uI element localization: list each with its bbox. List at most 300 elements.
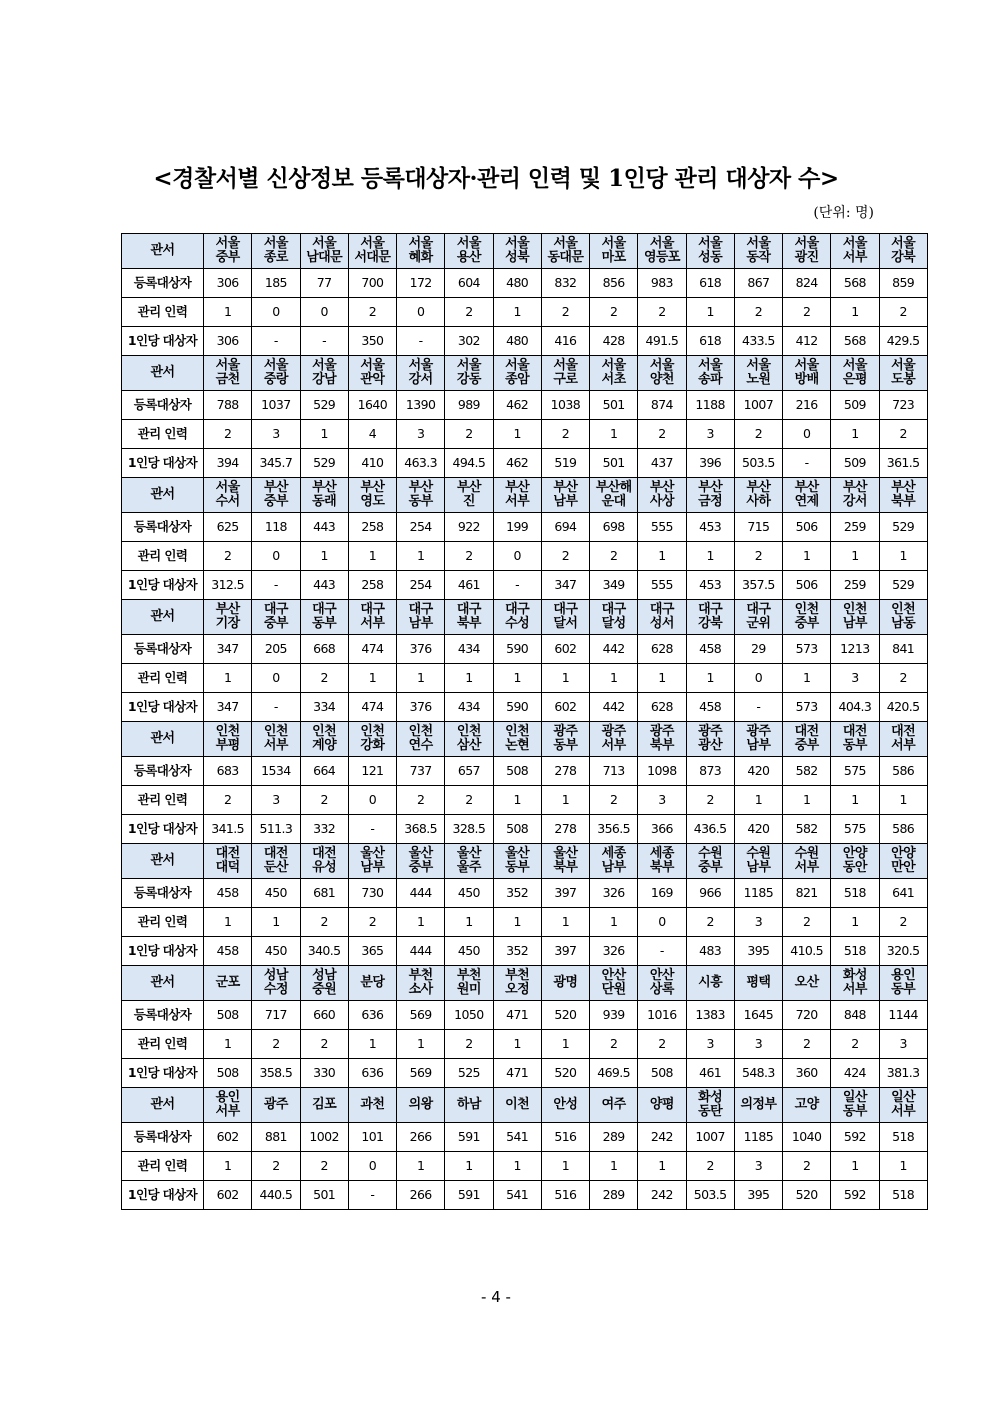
- station-name-cell: 대구 달성: [590, 600, 638, 635]
- row-label-cell: 1인당 대상자: [122, 327, 204, 356]
- value-cell: 494.5: [445, 449, 493, 478]
- station-name-cell: 울산 동부: [493, 844, 541, 879]
- value-cell: 592: [831, 1123, 879, 1152]
- data-row: [122, 908, 928, 937]
- value-cell: 462: [493, 449, 541, 478]
- value-cell: 306: [204, 327, 252, 356]
- value-cell: 856: [590, 269, 638, 298]
- value-cell: 1: [204, 908, 252, 937]
- value-cell: 586: [879, 815, 927, 844]
- value-cell: 1390: [397, 391, 445, 420]
- row-label-cell: 관리 인력: [122, 420, 204, 449]
- station-header-row: [122, 356, 928, 391]
- value-cell: 420: [734, 757, 782, 786]
- value-cell: 1037: [252, 391, 300, 420]
- value-cell: 508: [204, 1059, 252, 1088]
- value-cell: 450: [445, 937, 493, 966]
- station-name-cell: 안산 단원: [590, 966, 638, 1001]
- value-cell: 420: [734, 815, 782, 844]
- value-cell: 469.5: [590, 1059, 638, 1088]
- value-cell: 1: [397, 664, 445, 693]
- value-cell: 529: [300, 391, 348, 420]
- row-label-cell: 관리 인력: [122, 1030, 204, 1059]
- value-cell: 2: [204, 786, 252, 815]
- value-cell: 1: [397, 908, 445, 937]
- value-cell: 471: [493, 1001, 541, 1030]
- value-cell: 453: [686, 513, 734, 542]
- value-cell: 266: [397, 1123, 445, 1152]
- station-name-cell: 서울 서부: [831, 234, 879, 269]
- value-cell: -: [638, 937, 686, 966]
- value-cell: 518: [879, 1123, 927, 1152]
- value-cell: 258: [348, 513, 396, 542]
- value-cell: 2: [300, 1152, 348, 1181]
- value-cell: 77: [300, 269, 348, 298]
- station-name-cell: 인천 부평: [204, 722, 252, 757]
- station-name-cell: 서울 금천: [204, 356, 252, 391]
- value-cell: 444: [397, 937, 445, 966]
- document-title: <경찰서별 신상정보 등록대상자·관리 인력 및 1인당 관리 대상자 수>: [153, 165, 839, 192]
- station-name-cell: 울산 남부: [348, 844, 396, 879]
- value-cell: 520: [541, 1001, 589, 1030]
- station-header-row: [122, 600, 928, 635]
- value-cell: 437: [638, 449, 686, 478]
- station-name-cell: 인천 연수: [397, 722, 445, 757]
- value-cell: 1: [348, 542, 396, 571]
- station-name-cell: 울산 북부: [541, 844, 589, 879]
- data-row: [122, 786, 928, 815]
- value-cell: 0: [348, 1152, 396, 1181]
- value-cell: 404.3: [831, 693, 879, 722]
- value-cell: 1: [783, 542, 831, 571]
- value-cell: 2: [638, 298, 686, 327]
- value-cell: 1: [638, 1152, 686, 1181]
- data-row: [122, 1030, 928, 1059]
- value-cell: 664: [300, 757, 348, 786]
- data-row: [122, 1152, 928, 1181]
- value-cell: 730: [348, 879, 396, 908]
- value-cell: 242: [638, 1123, 686, 1152]
- value-cell: 1: [300, 542, 348, 571]
- station-name-cell: 서울 수서: [204, 478, 252, 513]
- value-cell: 2: [300, 786, 348, 815]
- station-name-cell: 서울 종암: [493, 356, 541, 391]
- value-cell: 101: [348, 1123, 396, 1152]
- row-label-cell: 1인당 대상자: [122, 449, 204, 478]
- value-cell: 289: [590, 1123, 638, 1152]
- station-name-cell: 대전 유성: [300, 844, 348, 879]
- value-cell: 1: [783, 664, 831, 693]
- station-name-cell: 부산 동래: [300, 478, 348, 513]
- value-cell: 2: [445, 786, 493, 815]
- value-cell: 618: [686, 269, 734, 298]
- value-cell: 2: [348, 908, 396, 937]
- value-cell: 1: [686, 664, 734, 693]
- data-row: [122, 542, 928, 571]
- value-cell: 508: [493, 757, 541, 786]
- value-cell: 347: [204, 635, 252, 664]
- value-cell: 989: [445, 391, 493, 420]
- value-cell: 618: [686, 327, 734, 356]
- value-cell: 1: [300, 420, 348, 449]
- value-cell: 3: [252, 786, 300, 815]
- station-name-cell: 김포: [300, 1088, 348, 1123]
- station-name-cell: 서울 강북: [879, 234, 927, 269]
- station-name-cell: 광주 북부: [638, 722, 686, 757]
- value-cell: 1098: [638, 757, 686, 786]
- value-cell: 1040: [783, 1123, 831, 1152]
- value-cell: 2: [686, 908, 734, 937]
- station-name-cell: 서울 강서: [397, 356, 445, 391]
- value-cell: 832: [541, 269, 589, 298]
- value-cell: 480: [493, 327, 541, 356]
- value-cell: 683: [204, 757, 252, 786]
- value-cell: 434: [445, 693, 493, 722]
- value-cell: 3: [734, 908, 782, 937]
- station-name-cell: 분당: [348, 966, 396, 1001]
- value-cell: -: [348, 815, 396, 844]
- value-cell: 416: [541, 327, 589, 356]
- value-cell: 458: [686, 693, 734, 722]
- value-cell: 518: [879, 1181, 927, 1210]
- value-cell: 412: [783, 327, 831, 356]
- row-label-cell: 등록대상자: [122, 879, 204, 908]
- station-name-cell: 수원 남부: [734, 844, 782, 879]
- value-cell: 258: [348, 571, 396, 600]
- station-name-cell: 울산 중부: [397, 844, 445, 879]
- value-cell: 636: [348, 1059, 396, 1088]
- station-name-cell: 부산해 운대: [590, 478, 638, 513]
- station-name-cell: 서울 성동: [686, 234, 734, 269]
- value-cell: 1185: [734, 879, 782, 908]
- value-cell: 185: [252, 269, 300, 298]
- data-row: [122, 757, 928, 786]
- station-name-cell: 안산 상록: [638, 966, 686, 1001]
- value-cell: 1: [831, 542, 879, 571]
- value-cell: 0: [493, 542, 541, 571]
- value-cell: 1: [831, 908, 879, 937]
- station-name-cell: 서울 영등포: [638, 234, 686, 269]
- station-name-cell: 광주 광산: [686, 722, 734, 757]
- value-cell: 508: [638, 1059, 686, 1088]
- value-cell: 1: [493, 420, 541, 449]
- value-cell: 841: [879, 635, 927, 664]
- value-cell: 501: [590, 449, 638, 478]
- statistics-table: [121, 233, 928, 1210]
- value-cell: 356.5: [590, 815, 638, 844]
- value-cell: 1188: [686, 391, 734, 420]
- value-cell: 508: [204, 1001, 252, 1030]
- value-cell: 1: [879, 542, 927, 571]
- station-name-cell: 일산 서부: [879, 1088, 927, 1123]
- value-cell: -: [493, 571, 541, 600]
- station-name-cell: 대구 군위: [734, 600, 782, 635]
- data-row: [122, 1001, 928, 1030]
- value-cell: 509: [831, 391, 879, 420]
- value-cell: 660: [300, 1001, 348, 1030]
- value-cell: 199: [493, 513, 541, 542]
- station-name-cell: 용인 동부: [879, 966, 927, 1001]
- value-cell: 737: [397, 757, 445, 786]
- value-cell: 365: [348, 937, 396, 966]
- value-cell: 2: [879, 908, 927, 937]
- value-cell: 458: [204, 937, 252, 966]
- value-cell: 2: [879, 298, 927, 327]
- station-name-cell: 부산 진: [445, 478, 493, 513]
- value-cell: 352: [493, 937, 541, 966]
- value-cell: -: [348, 1181, 396, 1210]
- value-cell: 788: [204, 391, 252, 420]
- station-name-cell: 안양 만안: [879, 844, 927, 879]
- value-cell: 2: [445, 1030, 493, 1059]
- value-cell: 330: [300, 1059, 348, 1088]
- value-cell: 518: [831, 937, 879, 966]
- value-cell: 3: [831, 664, 879, 693]
- value-cell: 0: [783, 420, 831, 449]
- station-name-cell: 부산 영도: [348, 478, 396, 513]
- value-cell: 474: [348, 635, 396, 664]
- value-cell: 1: [541, 1030, 589, 1059]
- station-header-row: [122, 844, 928, 879]
- station-name-cell: 시흥: [686, 966, 734, 1001]
- value-cell: 2: [783, 1152, 831, 1181]
- station-name-cell: 대전 둔산: [252, 844, 300, 879]
- station-name-cell: 부산 연제: [783, 478, 831, 513]
- value-cell: 306: [204, 269, 252, 298]
- value-cell: 2: [590, 1030, 638, 1059]
- value-cell: 2: [204, 420, 252, 449]
- value-cell: 1185: [734, 1123, 782, 1152]
- value-cell: 1: [831, 298, 879, 327]
- station-name-cell: 용인 서부: [204, 1088, 252, 1123]
- value-cell: 172: [397, 269, 445, 298]
- row-label-cell: 1인당 대상자: [122, 815, 204, 844]
- station-name-cell: 화성 동탄: [686, 1088, 734, 1123]
- data-row: [122, 298, 928, 327]
- data-row: [122, 1181, 928, 1210]
- station-name-cell: 서울 성북: [493, 234, 541, 269]
- value-cell: 525: [445, 1059, 493, 1088]
- header-label-cell: 관서: [122, 722, 204, 757]
- value-cell: 519: [541, 449, 589, 478]
- station-name-cell: 부산 서부: [493, 478, 541, 513]
- value-cell: 569: [397, 1001, 445, 1030]
- station-name-cell: 일산 동부: [831, 1088, 879, 1123]
- value-cell: 1: [397, 1152, 445, 1181]
- station-name-cell: 부산 동부: [397, 478, 445, 513]
- value-cell: 2: [397, 786, 445, 815]
- row-label-cell: 관리 인력: [122, 1152, 204, 1181]
- value-cell: 1: [879, 786, 927, 815]
- value-cell: 628: [638, 635, 686, 664]
- header-label-cell: 관서: [122, 600, 204, 635]
- value-cell: 859: [879, 269, 927, 298]
- data-row: [122, 1123, 928, 1152]
- value-cell: 1: [541, 664, 589, 693]
- station-name-cell: 부산 강서: [831, 478, 879, 513]
- station-name-cell: 서울 은평: [831, 356, 879, 391]
- value-cell: 723: [879, 391, 927, 420]
- value-cell: 480: [493, 269, 541, 298]
- data-row: [122, 391, 928, 420]
- row-label-cell: 관리 인력: [122, 908, 204, 937]
- value-cell: 586: [879, 757, 927, 786]
- value-cell: 3: [638, 786, 686, 815]
- value-cell: 1: [493, 664, 541, 693]
- value-cell: 462: [493, 391, 541, 420]
- value-cell: 694: [541, 513, 589, 542]
- data-row: [122, 1059, 928, 1088]
- row-label-cell: 관리 인력: [122, 664, 204, 693]
- value-cell: 429.5: [879, 327, 927, 356]
- station-name-cell: 성남 수정: [252, 966, 300, 1001]
- value-cell: 442: [590, 693, 638, 722]
- station-header-row: [122, 722, 928, 757]
- value-cell: 602: [541, 635, 589, 664]
- value-cell: 395: [734, 1181, 782, 1210]
- value-cell: 1: [686, 542, 734, 571]
- station-name-cell: 대구 중부: [252, 600, 300, 635]
- value-cell: 1: [493, 908, 541, 937]
- station-name-cell: 대전 동부: [831, 722, 879, 757]
- value-cell: 357.5: [734, 571, 782, 600]
- value-cell: 2: [590, 786, 638, 815]
- value-cell: 463.3: [397, 449, 445, 478]
- station-name-cell: 고양: [783, 1088, 831, 1123]
- value-cell: 922: [445, 513, 493, 542]
- value-cell: 3: [686, 420, 734, 449]
- value-cell: 1002: [300, 1123, 348, 1152]
- value-cell: 657: [445, 757, 493, 786]
- value-cell: 2: [541, 542, 589, 571]
- header-label-cell: 관서: [122, 966, 204, 1001]
- value-cell: 1: [541, 786, 589, 815]
- station-name-cell: 인천 중부: [783, 600, 831, 635]
- station-name-cell: 서울 중부: [204, 234, 252, 269]
- station-name-cell: 대구 남부: [397, 600, 445, 635]
- data-row: [122, 815, 928, 844]
- value-cell: 713: [590, 757, 638, 786]
- value-cell: 2: [686, 1152, 734, 1181]
- value-cell: 289: [590, 1181, 638, 1210]
- value-cell: 453: [686, 571, 734, 600]
- value-cell: 575: [831, 815, 879, 844]
- value-cell: 1213: [831, 635, 879, 664]
- value-cell: 376: [397, 693, 445, 722]
- value-cell: 1: [638, 664, 686, 693]
- value-cell: 2: [879, 664, 927, 693]
- value-cell: 1: [252, 908, 300, 937]
- value-cell: 518: [831, 879, 879, 908]
- station-name-cell: 대구 강북: [686, 600, 734, 635]
- station-name-cell: 서울 서대문: [348, 234, 396, 269]
- value-cell: 874: [638, 391, 686, 420]
- station-name-cell: 인천 논현: [493, 722, 541, 757]
- station-name-cell: 광주 남부: [734, 722, 782, 757]
- value-cell: 509: [831, 449, 879, 478]
- station-name-cell: 군포: [204, 966, 252, 1001]
- value-cell: 590: [493, 635, 541, 664]
- value-cell: 1: [445, 908, 493, 937]
- value-cell: 628: [638, 693, 686, 722]
- station-name-cell: 서울 종로: [252, 234, 300, 269]
- value-cell: 410.5: [783, 937, 831, 966]
- value-cell: 1: [638, 542, 686, 571]
- value-cell: 1: [445, 664, 493, 693]
- station-name-cell: 하남: [445, 1088, 493, 1123]
- value-cell: 1: [493, 1152, 541, 1181]
- value-cell: 254: [397, 571, 445, 600]
- station-name-cell: 서울 강남: [300, 356, 348, 391]
- station-name-cell: 오산: [783, 966, 831, 1001]
- value-cell: 573: [783, 693, 831, 722]
- station-name-cell: 부산 사상: [638, 478, 686, 513]
- row-label-cell: 1인당 대상자: [122, 1059, 204, 1088]
- row-label-cell: 등록대상자: [122, 757, 204, 786]
- row-label-cell: 관리 인력: [122, 298, 204, 327]
- value-cell: 254: [397, 513, 445, 542]
- value-cell: 720: [783, 1001, 831, 1030]
- value-cell: 582: [783, 815, 831, 844]
- value-cell: 169: [638, 879, 686, 908]
- value-cell: 1383: [686, 1001, 734, 1030]
- value-cell: 1: [783, 786, 831, 815]
- value-cell: 259: [831, 513, 879, 542]
- value-cell: -: [252, 693, 300, 722]
- value-cell: 461: [445, 571, 493, 600]
- header-label-cell: 관서: [122, 478, 204, 513]
- value-cell: 461: [686, 1059, 734, 1088]
- station-name-cell: 대구 달서: [541, 600, 589, 635]
- row-label-cell: 1인당 대상자: [122, 693, 204, 722]
- value-cell: 433.5: [734, 327, 782, 356]
- station-name-cell: 서울 구로: [541, 356, 589, 391]
- value-cell: 1038: [541, 391, 589, 420]
- value-cell: 1: [831, 420, 879, 449]
- value-cell: 511.3: [252, 815, 300, 844]
- station-name-cell: 광주 동부: [541, 722, 589, 757]
- station-header-row: [122, 478, 928, 513]
- value-cell: 450: [445, 879, 493, 908]
- value-cell: 1: [831, 1152, 879, 1181]
- station-name-cell: 인천 남동: [879, 600, 927, 635]
- value-cell: 2: [300, 1030, 348, 1059]
- value-cell: 1: [204, 298, 252, 327]
- station-name-cell: 평택: [734, 966, 782, 1001]
- value-cell: 368.5: [397, 815, 445, 844]
- value-cell: 216: [783, 391, 831, 420]
- station-name-cell: 부산 기장: [204, 600, 252, 635]
- value-cell: 458: [204, 879, 252, 908]
- value-cell: 681: [300, 879, 348, 908]
- value-cell: 848: [831, 1001, 879, 1030]
- value-cell: 573: [783, 635, 831, 664]
- value-cell: 394: [204, 449, 252, 478]
- station-name-cell: 부천 소사: [397, 966, 445, 1001]
- value-cell: 548.3: [734, 1059, 782, 1088]
- row-label-cell: 등록대상자: [122, 635, 204, 664]
- station-name-cell: 부산 남부: [541, 478, 589, 513]
- station-name-cell: 수원 서부: [783, 844, 831, 879]
- value-cell: 698: [590, 513, 638, 542]
- value-cell: 442: [590, 635, 638, 664]
- station-name-cell: 서울 도봉: [879, 356, 927, 391]
- value-cell: 529: [300, 449, 348, 478]
- row-label-cell: 등록대상자: [122, 513, 204, 542]
- value-cell: 1: [590, 1152, 638, 1181]
- value-cell: 266: [397, 1181, 445, 1210]
- station-name-cell: 화성 서부: [831, 966, 879, 1001]
